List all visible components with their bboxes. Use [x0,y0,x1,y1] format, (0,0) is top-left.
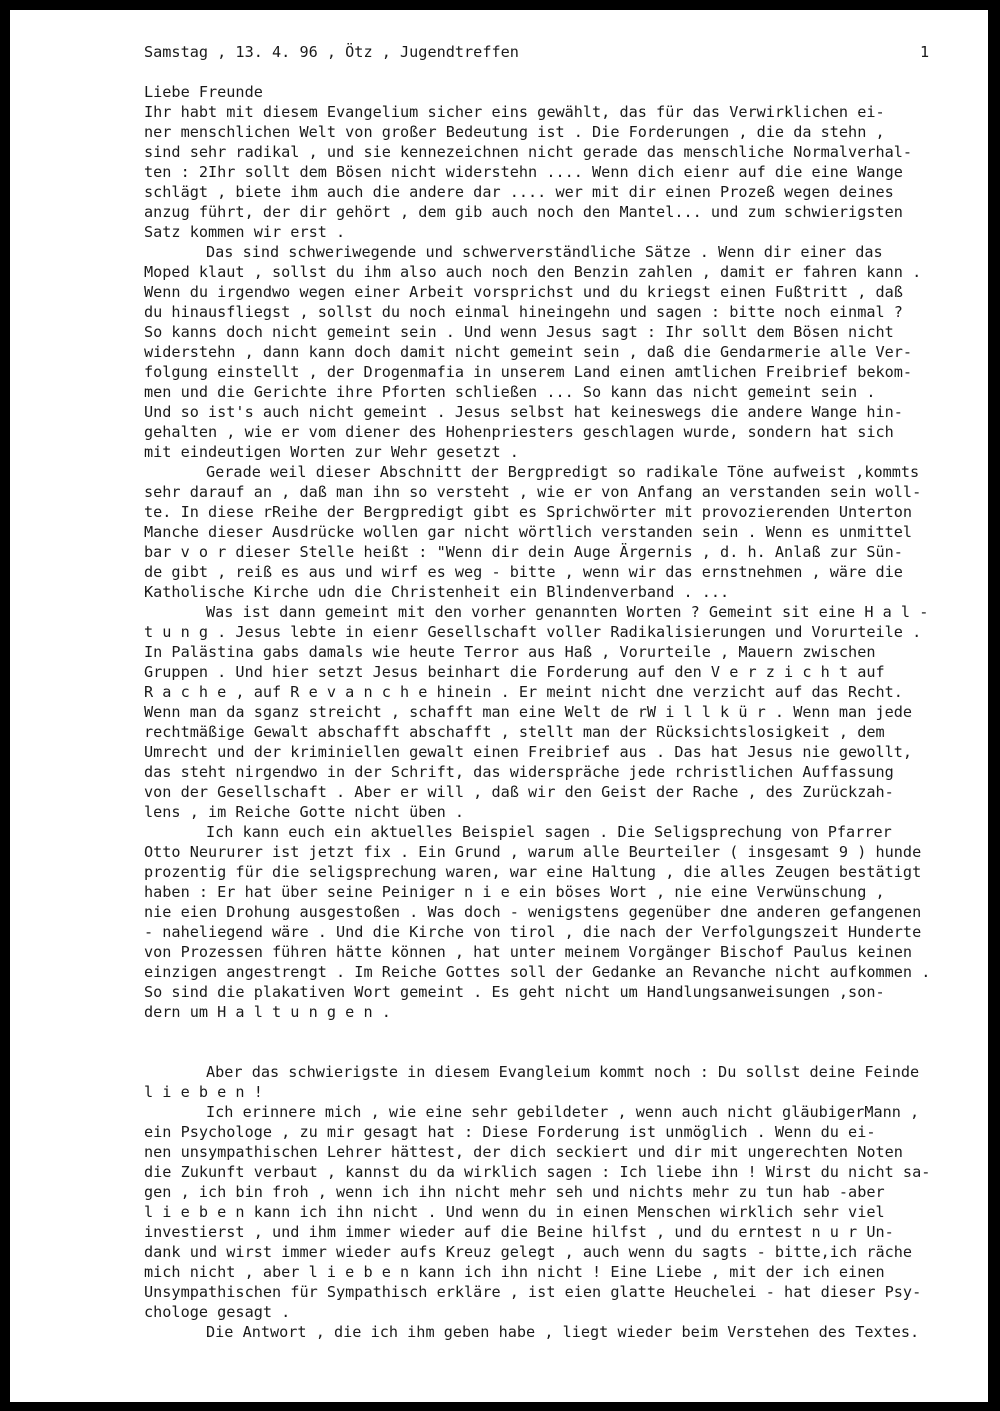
date-line: Samstag , 13. 4. 96 , Ötz , Jugendtreffen [144,43,519,61]
text-line: bar v o r dieser Stelle heißt : "Wenn dir dein Auge Ärgernis , d. h. Anlaß zur Sün- [144,543,903,561]
text-line: von Prozessen führen hätte können , hat unter meinem Vorgänger Bischof Paulus keinen [144,943,913,961]
text-line: Manche dieser Ausdrücke wollen gar nicht wörtlich verstanden sein . Wenn es unmittel [144,523,913,541]
text-line: l i e b e n kann ich ihn nicht . Und wenn du in einen Menschen wirklich sehr viel [144,1203,885,1221]
text-line: dern um H a l t u n g e n . [144,1003,391,1021]
text-line: Ich kann euch ein aktuelles Beispiel sagen . Die Seligsprechung von Pfarrer [206,823,892,841]
text-line: anzug führt, der dir gehört , dem gib auch noch den Mantel... und zum schwierigsten [144,203,903,221]
text-line: Aber das schwierigste in diesem Evangleium kommt noch : Du sollst deine Feinde [206,1063,920,1081]
text-line: l i e b e n ! [144,1083,263,1101]
body-text [144,102,984,1342]
text-line [144,1042,984,1062]
text-line: - naheliegend wäre . Und die Kirche von tirol , die nach der Verfolgungszeit Hunderte [144,923,922,941]
text-line: schlägt , biete ihm auch die andere dar .... wer mit dir einen Prozeß wegen deines [144,183,894,201]
text-line: ner menschlichen Welt von großer Bedeutung ist . Die Forderungen , die da stehn , [144,123,885,141]
text-line: gen , ich bin froh , wenn ich ihn nicht mehr seh und nichts mehr zu tun hab -aber [144,1183,885,1201]
text-line: Und so ist's auch nicht gemeint . Jesus selbst hat keineswegs die andere Wange hin- [144,403,903,421]
text-line: Ihr habt mit diesem Evangelium sicher eins gewählt, das für das Verwirklichen ei- [144,103,885,121]
text-line: Wenn du irgendwo wegen einer Arbeit vorsprichst und du kriegst einen Fußtritt , daß [144,283,903,301]
text-line: te. In diese rReihe der Bergpredigt gibt es Sprichwörter mit provozierenden Unterton [144,503,913,521]
text-line: einzigen angestrengt . Im Reiche Gottes soll der Gedanke an Revanche nicht aufkommen . [144,963,931,981]
text-line: Umrecht und der kriminiellen gewalt einen Freibrief aus . Das hat Jesus nie gewollt, [144,743,913,761]
text-line: Das sind schweriwegende und schwerverständliche Sätze . Wenn dir einer das [206,243,883,261]
text-line: Moped klaut , sollst du ihm also auch noch den Benzin zahlen , damit er fahren kann . [144,263,922,281]
text-line [144,1022,984,1042]
text-line: lens , im Reiche Gotte nicht üben . [144,803,465,821]
text-line: du hinausfliegst , sollst du noch einmal hineingehn und sagen : bitte noch einmal ? [144,303,903,321]
text-line: mit eindeutigen Worten zur Wehr gesetzt . [144,443,519,461]
text-line: investierst , und ihm immer wieder auf die Beine hilfst , und du erntest n u r Un- [144,1223,894,1241]
text-line: So kanns doch nicht gemeint sein . Und wenn Jesus sagt : Ihr sollt dem Bösen nicht [144,323,894,341]
greeting: Liebe Freunde [144,83,263,101]
text-line: Was ist dann gemeint mit den vorher genannten Worten ? Gemeint sit eine H a l - [206,603,929,621]
text-line: Satz kommen wir erst . [144,223,346,241]
text-line: von der Gesellschaft . Aber er will , daß wir den Geist der Rache , des Zurückzah- [144,783,894,801]
text-line: R a c h e , auf R e v a n c h e hinein . Er meint nicht dne verzicht auf das Recht. [144,683,903,701]
document-page [10,10,988,1402]
text-line: ein Psychologe , zu mir gesagt hat : Diese Forderung ist unmöglich . Wenn du ei- [144,1123,876,1141]
text-line: Gruppen . Und hier setzt Jesus beinhart die Forderung auf den V e r z i c h t auf [144,663,885,681]
text-line: de gibt , reiß es aus und wirf es weg - bitte , wenn wir das ernstnehmen , wäre die [144,563,903,581]
text-line: ten : 2Ihr sollt dem Bösen nicht widerstehn .... Wenn dich eienr auf die eine Wange [144,163,903,181]
text-line: men und die Gerichte ihre Pforten schließen ... So kann das nicht gemeint sein . [144,383,876,401]
text-line: nie eien Drohung ausgestoßen . Was doch - wenigstens gegenüber dne anderen gefangenen [144,903,922,921]
text-line: Gerade weil dieser Abschnitt der Bergpredigt so radikale Töne aufweist ,kommts [206,463,920,481]
page-number: 1 [920,43,930,61]
text-line: mich nicht , aber l i e b e n kann ich ihn nicht ! Eine Liebe , mit der ich einen [144,1263,885,1281]
text-line: sehr darauf an , daß man ihn so versteht , wie er von Anfang an verstanden sein woll- [144,483,922,501]
text-line: In Palästina gabs damals wie heute Terror aus Haß , Vorurteile , Mauern zwischen [144,643,876,661]
text-line: nen unsympathischen Lehrer hättest, der dich seckiert und dir mit ungerechten Noten [144,1143,903,1161]
text-line: chologe gesagt . [144,1303,291,1321]
text-line: gehalten , wie er vom diener des Hohenpriesters geschlagen wurde, sondern hat sich [144,423,894,441]
text-line: t u n g . Jesus lebte in eienr Gesellschaft voller Radikalisierungen und Vorurteile . [144,623,922,641]
document-body [144,42,984,1342]
text-line: Ich erinnere mich , wie eine sehr gebildeter , wenn auch nicht gläubigerMann , [206,1103,920,1121]
text-line: das steht nirgendwo in der Schrift, das widerspräche jede rchristlichen Auffassung [144,763,894,781]
text-line: widerstehn , dann kann doch damit nicht gemeint sein , daß die Gendarmerie alle Ver- [144,343,913,361]
text-line: rechtmäßige Gewalt abschafft abschafft , stellt man der Rücksichtslosigkeit , dem [144,723,885,741]
text-line: dank und wirst immer wieder aufs Kreuz gelegt , auch wenn du sagts - bitte,ich räche [144,1243,913,1261]
text-line: Die Antwort , die ich ihm geben habe , liegt wieder beim Verstehen des Textes. [206,1323,920,1341]
text-line: prozentig für die seligsprechung waren, war eine Haltung , die alles Zeugen bestätigt [144,863,922,881]
text-line: sind sehr radikal , und sie kennezeichnen nicht gerade das menschliche Normalverhal- [144,143,913,161]
text-line: Katholische Kirche udn die Christenheit ein Blindenverband . ... [144,583,730,601]
text-line: Wenn man da sganz streicht , schafft man eine Welt de rW i l l k ü r . Wenn man jede [144,703,913,721]
page-header [144,42,984,62]
text-line: die Zukunft verbaut , kannst du da wirklich sagen : Ich liebe ihn ! Wirst du nicht sa- [144,1163,931,1181]
text-line: haben : Er hat über seine Peiniger n i e ein böses Wort , nie eine Verwünschung , [144,883,885,901]
text-line: Unsympathischen für Sympathisch erkläre , ist eien glatte Heuchelei - hat dieser Psy- [144,1283,922,1301]
text-line: Otto Neururer ist jetzt fix . Ein Grund , warum alle Beurteiler ( insgesamt 9 ) hunde [144,843,922,861]
text-line: So sind die plakativen Wort gemeint . Es geht nicht um Handlungsanweisungen ,son- [144,983,885,1001]
text-line: folgung einstellt , der Drogenmafia in unserem Land einen amtlichen Freibrief bekom- [144,363,913,381]
